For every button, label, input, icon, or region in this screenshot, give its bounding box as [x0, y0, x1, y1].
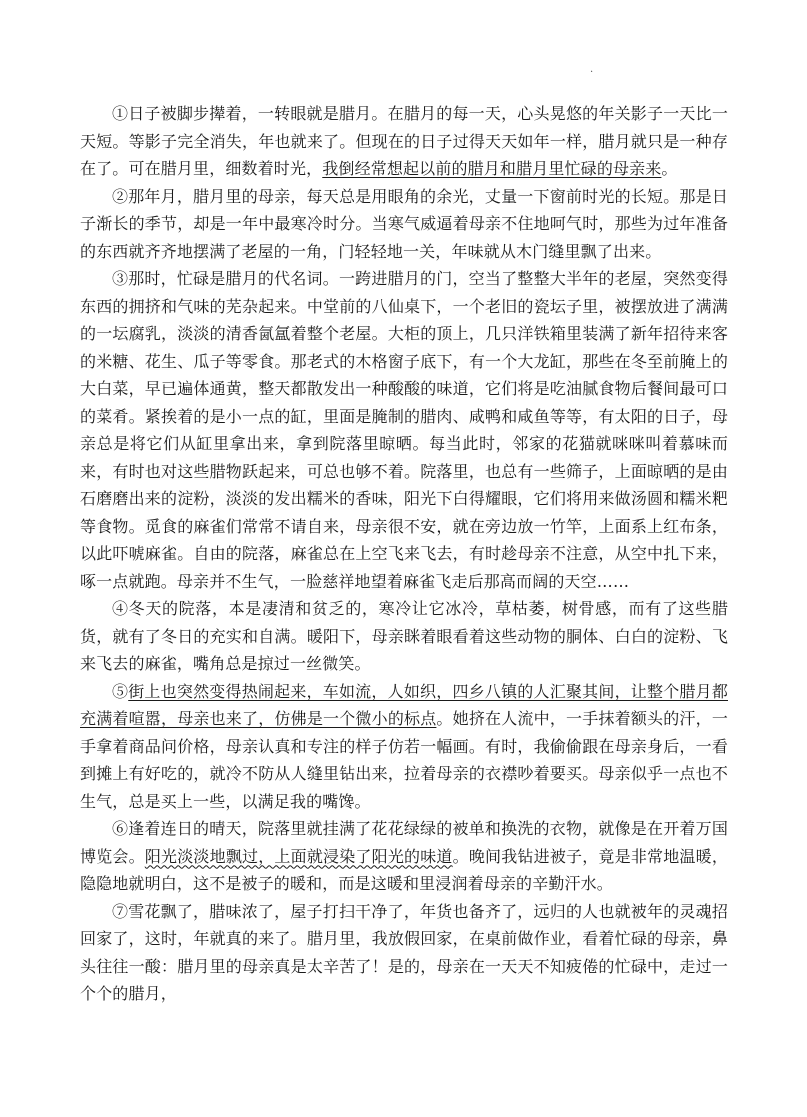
wavy-underlined-sentence: 阳光淡淡地飘过，上面就浸染了阳光的味道 [144, 846, 453, 866]
page-mark: . [590, 64, 594, 75]
paragraph-4 [80, 595, 728, 678]
paragraph-text: ⑥逢着连日的晴天，院落里就挂满了花花绿绿的被单和换洗的衣物，就像是在开着万国博览会。 [80, 819, 728, 866]
paragraph-text: 。她挤在人流中，一手抹着额头的汗，一手拿着商品问价格，母亲认真和专注的样子仿若一幅画。有时，我偷偷跟在母亲身后，一看到摊上有好吃的，就冷不防从人缝里钻出来，拉着母亲的衣襟吵着要买。母亲似乎一点也不生气，总是买上一些，以满足我的嘴馋。 [80, 709, 728, 811]
paragraph-text: 。晚间我钻进被子，竟是非常地温暖，隐隐地就明白，这不是被子的暖和，而是这暖和里浸润着母亲的辛勤汗水。 [80, 846, 728, 893]
underlined-sentence: 街上也突然变得热闹起来，车如流，人如织，四乡八镇的人汇聚其间，让整个腊月都充满着喧嚣，母亲也来了，仿佛是一个微小的标点 [80, 681, 728, 728]
paragraph-5 [80, 678, 728, 816]
paragraph-text: ②那年月，腊月里的母亲，每天总是用眼角的余光，丈量一下窗前时光的长短。那是日子渐长的季节，却是一年中最寒冷时分。当寒气威逼着母亲不住地呵气时，那些为过年准备的东西就齐齐地摆满了老屋的一角，门轻轻地一关，年味就从木门缝里飘了出来。 [80, 186, 728, 261]
paragraph-text: ③那时，忙碌是腊月的代名词。一跨进腊月的门，空当了整整大半年的老屋，突然变得东西的拥挤和气味的芜杂起来。中堂前的八仙桌下，一个老旧的瓷坛子里，被摆放进了满满的一坛腐乳，淡淡的清香氤氲着整个老屋。大柜的顶上，几只洋铁箱里装满了新年招待来客的米糖、花生、瓜子等零食。那老式的木格窗子底下，有一个大龙缸，那些在冬至前腌上的大白菜，早已遍体通黄，整天都散发出一种酸酸的味道，它们将是吃油腻食物后餐间最可口的菜肴。紧挨着的是小一点的缸，里面是腌制的腊肉、咸鸭和咸鱼等等，有太阳的日子，母亲总是将它们从缸里拿出来，拿到院落里晾晒。每当此时，邻家的花猫就咪咪叫着慕味而来，有时也对这些腊物跃起来，可总也够不着。院落里，也总有一些筛子，上面晾晒的是由石磨磨出来的淀粉，淡淡的发出糯米的香味，阳光下白得耀眼，它们将用来做汤圆和糯米粑等食物。觅食的麻雀们常常不请自来，母亲很不安，就在旁边放一竹竿，上面系上红布条，以此吓唬麻雀。自由的院落，麻雀总在上空飞来飞去，有时趁母亲不注意，从空中扎下来，啄一点就跑。母亲并不生气，一脸慈祥地望着麻雀飞走后那高而阔的天空…… [80, 269, 728, 591]
underlined-sentence: 我倒经常想起以前的腊月和腊月里忙碌的母亲来 [322, 159, 662, 178]
paragraph-6 [80, 815, 728, 898]
paragraph-text: ④冬天的院落，本是凄清和贫乏的，寒冷让它冰冷，草枯萎，树骨感，而有了这些腊货，就有了冬日的充实和自满。暖阳下，母亲眯着眼看着这些动物的胴体、白白的淀粉、飞来飞去的麻雀，嘴角总是掠过一丝微笑。 [80, 599, 728, 673]
paragraph-text: 。 [661, 159, 678, 178]
paragraph-text: ⑦雪花飘了，腊味浓了，屋子打扫干净了，年货也备齐了，远归的人也就被年的灵魂招回家了，这时，年就真的来了。腊月里，我放假回家，在桌前做作业，看着忙碌的母亲，鼻头往往一酸：腊月里的母亲真是太辛苦了！是的，母亲在一天天不知疲倦的忙碌中，走过一个个的腊月， [80, 901, 728, 1003]
essay-body [80, 100, 728, 1008]
paragraph-2 [80, 183, 728, 266]
paragraph-3 [80, 265, 728, 595]
paragraph-text: ①日子被脚步撵着，一转眼就是腊月。在腊月的每一天，心头晃悠的年关影子一天比一天短。等影子完全消失，年也就来了。但现在的日子过得天天如年一样，腊月就只是一种存在了。可在腊月里，细数着时光， [80, 104, 728, 178]
paragraph-text: ⑤ [112, 681, 129, 701]
paragraph-7 [80, 898, 728, 1008]
paragraph-1 [80, 100, 728, 183]
